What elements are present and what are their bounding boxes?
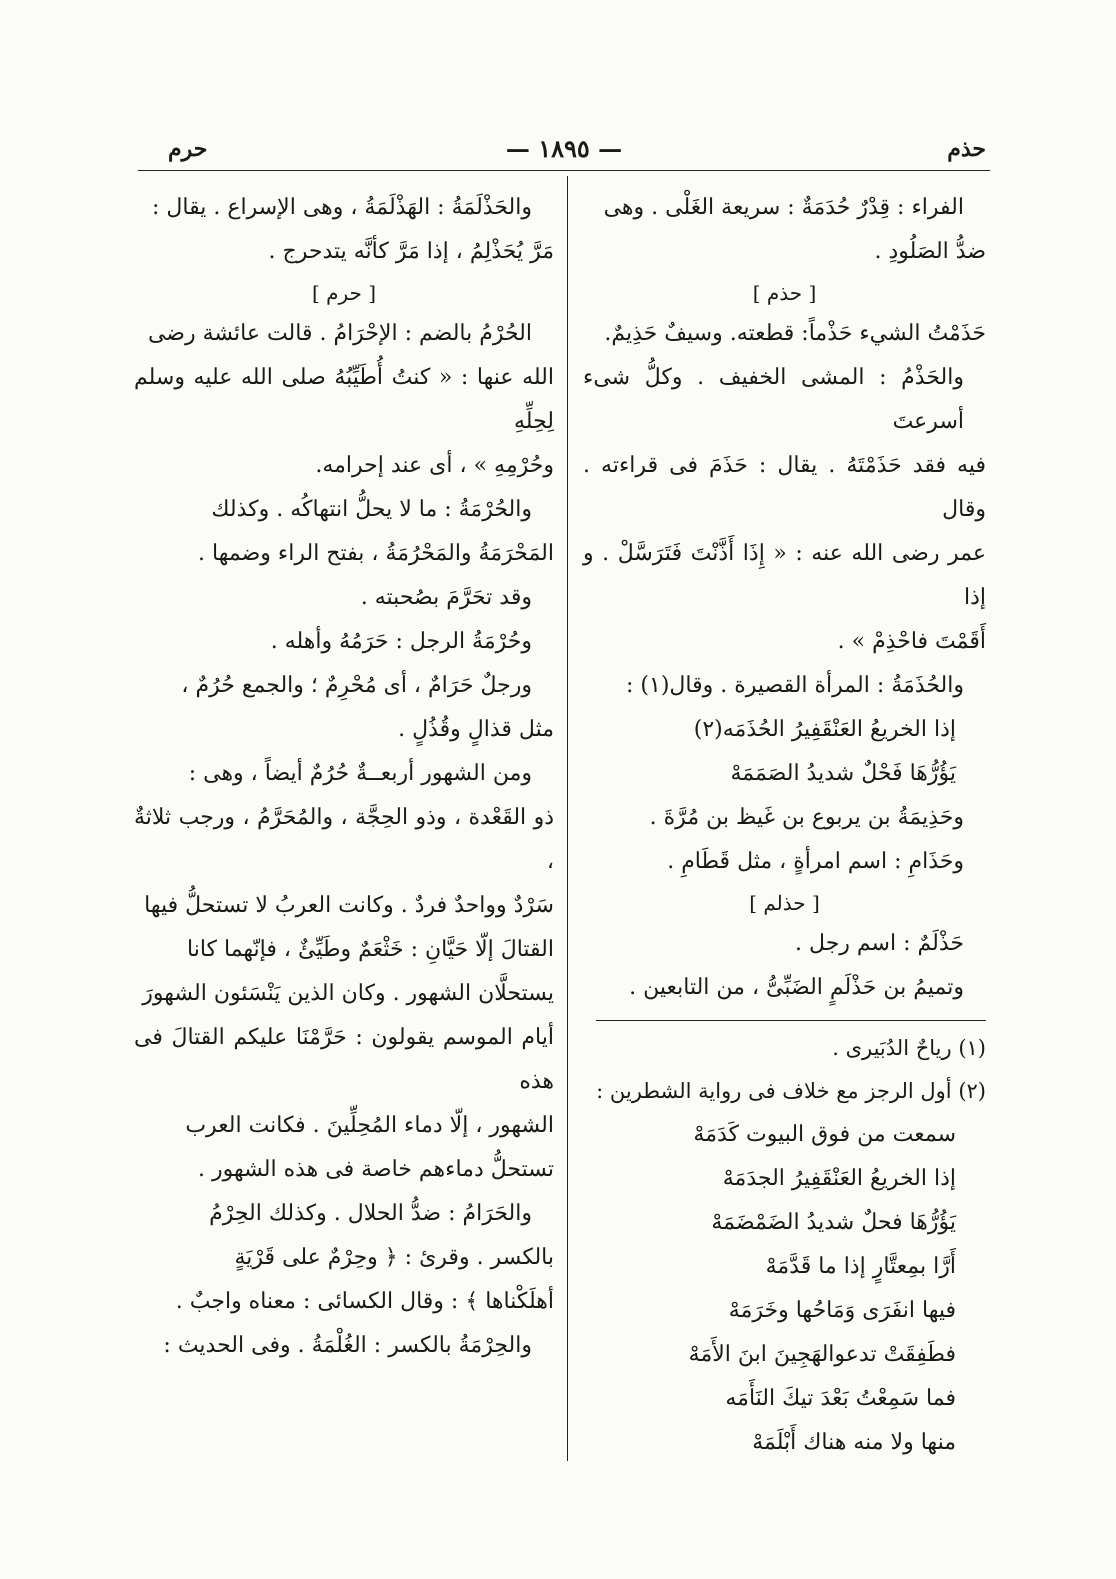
text-line: وحُرْمِهِ » ، أى عند إحرامه. — [315, 453, 554, 478]
column-divider — [567, 176, 568, 1461]
text-line: مَرَّ يُحَذْلِمُ ، إذا مَرَّ كأنَّه يتدحرج . — [268, 239, 554, 264]
verse-line: يَؤُرُّهَا فَحْلٌ شديدُ الصَمَمَهْ — [730, 761, 956, 786]
text-line: مثل قذالٍ وقُذُلٍ . — [398, 717, 554, 742]
right-column-text — [583, 186, 986, 1010]
page-header — [138, 128, 990, 168]
text-line: سَرْدٌ وواحدٌ فردٌ . وكانت العربُ لا تستحلُّ فيها — [144, 893, 554, 918]
text-line: الفراء : قِدْرٌ حُدَمَةٌ : سريعة الغَلْى . وهى — [603, 195, 964, 220]
text-line: الحُرْمُ بالضم : الإحْرَامُ . قالت عائشة رضى — [147, 321, 532, 346]
entry-heading: [ حذم ] — [752, 281, 817, 305]
text-line: وتميمُ بن حَذْلَمٍ الضَبِّىُّ ، من التابعين . — [629, 975, 964, 1000]
entry-heading: [ حذلم ] — [749, 891, 820, 915]
text-line: وقد تحَرَّمَ بصُحبته . — [360, 585, 532, 610]
text-line: القتالَ إلّا حَيَّانِ : خَثْعَمٌ وطَيِّئٌ ، فإنّهما كانا — [187, 937, 554, 962]
text-line: والحُرْمَةُ : ما لا يحلُّ انتهاكُه . وكذلك — [211, 497, 532, 522]
text-line: المَحْرَمَةُ والمَحْرُمَةُ ، بفتح الراء وضمها . — [198, 541, 554, 566]
text-line: أيام الموسم يقولون : حَرَّمْنَا عليكم القتالَ فى هذه — [134, 1025, 554, 1094]
verse-line: فما سَمِعْتُ بَعْدَ تيكَ النَأَمَه — [725, 1386, 956, 1411]
footnotes — [583, 1027, 986, 1465]
verse-line: إذا الخريعُ العَنْقَفِيرُ الحُذَمَه(٢) — [693, 717, 956, 742]
text-line: والحِرْمَةُ بالكسر : الغُلْمَةُ . وفى الحديث : — [163, 1333, 532, 1358]
text-line: ومن الشهور أربعــةٌ حُرُمٌ أيضاً ، وهى : — [188, 761, 532, 786]
verse-line: منها ولا منه هناك أَبْلَمَهْ — [752, 1430, 956, 1455]
left-column — [134, 186, 554, 1368]
text-line: فيه فقد حَذَمْتَهُ . يقال : حَذَمَ فى قراءته . وقال — [583, 453, 986, 522]
text-line: أَقَمْتَ فاحْذِمْ » . — [837, 629, 986, 654]
text-line: تستحلُّ دماءهم خاصة فى هذه الشهور . — [198, 1157, 554, 1182]
text-line: ضدُّ الصَلُودِ . — [874, 239, 986, 264]
text-line: والحَذْمُ : المشى الخفيف . وكلُّ شىء أسرعتَ — [583, 365, 964, 434]
text-line: وحَذِيمَةُ بن يربوع بن غَيظ بن مُرَّةَ . — [649, 805, 964, 830]
verse-line: أَرَّا بمِعتَّارٍ إذا ما قَدَّمَهْ — [765, 1254, 956, 1279]
text-line: الله عنها : « كنتُ أُطَيِّبُهُ صلى الله عليه وسلم لِحِلِّهِ — [134, 365, 554, 434]
text-line: والحُذَمَةُ : المرأة القصيرة . وقال(١) : — [625, 673, 964, 698]
text-line: حَذْلَمٌ : اسم رجل . — [795, 931, 964, 956]
header-entry-left: حرم — [168, 136, 208, 162]
text-line: يستحلَّان الشهور . وكان الذين يَنْسَئون الشهورَ — [142, 981, 554, 1006]
verse-line: فطَفِقَتْ تدعوالهَجِينَ ابنَ الأَمَهْ — [688, 1342, 956, 1367]
text-line: والحَذْلَمَةُ : الهَذْلَمَةُ ، وهى الإسراع . يقال : — [152, 195, 532, 220]
text-line: الشهور ، إلّا دماء المُحِلِّينَ . فكانت العرب — [185, 1113, 554, 1138]
text-line: أهلَكْناها ﴾ : وقال الكسائى : معناه واجبٌ . — [175, 1289, 554, 1314]
text-line: ذو القَعْدة ، وذو الحِجَّة ، والمُحَرَّمُ ، ورجب ثلاثةٌ ، — [134, 805, 554, 874]
verse-line: يَؤُرُّهَا فحلٌ شديدُ الضَمْضَمَهْ — [711, 1210, 956, 1235]
text-line: والحَرَامُ : ضدُّ الحلال . وكذلك الحِرْمُ — [209, 1201, 532, 1226]
left-column-text — [134, 186, 554, 1368]
text-line: ورجلٌ حَرَامٌ ، أى مُحْرِمٌ ؛ والجمع حُرُمٌ ، — [181, 673, 532, 698]
right-column — [583, 186, 986, 1465]
page-number: — ١٨٩٥ — — [505, 134, 623, 163]
verse-line: سمعت من فوق البيوت كَدَمَهْ — [693, 1122, 956, 1147]
text-line: بالكسر . وقرئ : ﴿ وحِرْمٌ على قَرْيَةٍ — [234, 1245, 554, 1270]
footnote-rule — [596, 1020, 986, 1021]
header-rule — [138, 170, 990, 171]
entry-heading: [ حرم ] — [311, 281, 377, 305]
text-line: وحَذَامِ : اسم امرأةٍ ، مثل قَطَامِ . — [667, 849, 964, 874]
verse-line: إذا الخريعُ العَنْقَفِيرُ الجدَمَهْ — [722, 1166, 956, 1191]
footnote-line: (١) رياحٌ الدُبَيرى . — [832, 1036, 986, 1060]
text-line: عمر رضى الله عنه : « إِذَا أَذَّنْتَ فَتَرَسَّلْ . و إذا — [583, 541, 986, 610]
verse-line: فيها انفَرَى وَمَاحُها وخَرَمَهْ — [728, 1298, 956, 1323]
text-line: حَذَمْتُ الشيء حَذْماً: قطعته. وسيفٌ حَذِيمٌ. — [604, 321, 986, 346]
header-entry-right: حذم — [947, 136, 986, 162]
text-line: وحُرْمَةُ الرجل : حَرَمُهُ وأهله . — [270, 629, 532, 654]
footnote-line: (٢) أول الرجز مع خلاف فى رواية الشطرين : — [596, 1079, 986, 1103]
